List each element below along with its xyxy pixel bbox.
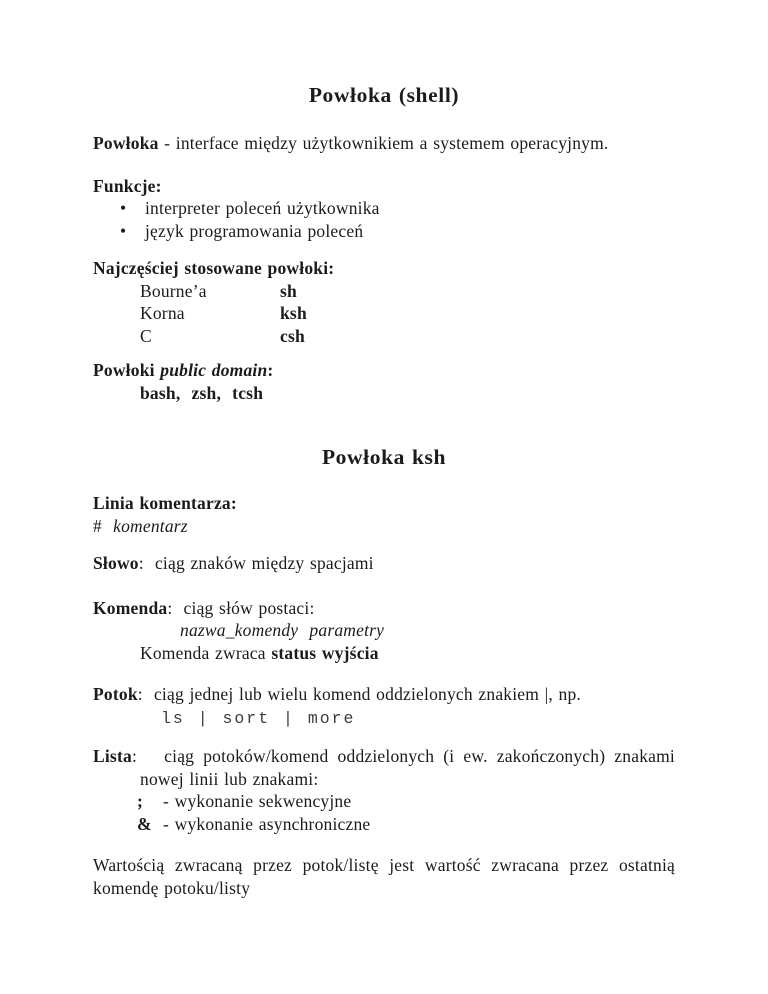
return-value-paragraph: Wartością zwracaną przez potok/listę jest wartość zwracana przez ostatnią komendę potoku/listy: [93, 855, 675, 898]
list-separator-row: [93, 813, 675, 836]
command-syntax: nazwa_komendy parametry: [180, 620, 385, 640]
pipe-definition-text: : ciąg jednej lub wielu komend oddzielonych znakiem |, np.: [137, 684, 581, 704]
bullet-icon: •: [120, 198, 127, 218]
pipe-definition: [93, 683, 675, 730]
functions-heading: Funkcje:: [93, 175, 162, 196]
term-potok: Potok: [93, 684, 138, 704]
public-domain-heading: [93, 359, 675, 382]
comment-example: komentarz: [113, 515, 188, 536]
public-domain-shells: bash, zsh, tcsh: [140, 382, 264, 403]
list-separator-row: [93, 790, 675, 813]
intro-term: Powłoka: [93, 133, 159, 153]
table-row: [93, 280, 675, 303]
heading-suffix: :: [267, 360, 274, 380]
command-definition-line: [93, 597, 675, 620]
command-returns-text: Komenda zwraca: [140, 642, 272, 663]
shell-command: ksh: [280, 303, 307, 323]
intro-paragraph: [93, 132, 675, 155]
list-item: [93, 220, 675, 243]
page-title: Powłoka (shell): [308, 83, 460, 107]
separator-description: - wykonanie asynchroniczne: [163, 813, 371, 834]
functions-list: [93, 197, 675, 242]
semicolon-symbol: ;: [137, 791, 144, 811]
separator-description: - wykonanie sekwencyjne: [163, 791, 352, 811]
shell-name: Korna: [140, 303, 185, 323]
shells-heading: Najczęściej stosowane powłoki:: [93, 258, 335, 278]
pipe-example-line: [93, 706, 675, 731]
pipe-definition-line: [93, 683, 675, 706]
list-item: [93, 197, 675, 220]
word-definition-text: : ciąg znaków między spacjami: [138, 553, 374, 573]
list-definition-text: : ciąg potoków/komend oddzielonych (i ew. zakończonych) znakami nowej linii lub znakami:: [131, 746, 681, 789]
bullet-icon: •: [120, 220, 127, 241]
term-lista: Lista: [93, 746, 132, 766]
term-slowo: Słowo: [93, 553, 139, 573]
pipe-example-code: ls | sort | more: [161, 708, 356, 728]
command-definition-text: : ciąg słów postaci:: [167, 597, 315, 618]
shells-table: [93, 280, 675, 348]
table-row: [93, 325, 675, 348]
heading-italic: public domain: [160, 360, 268, 380]
comment-heading: Linia komentarza:: [93, 493, 237, 513]
intro-text: - interface między użytkownikiem a systemem operacyjnym.: [158, 133, 609, 153]
ampersand-symbol: &: [137, 813, 152, 834]
heading-prefix: Powłoki: [93, 360, 161, 380]
term-komenda: Komenda: [93, 597, 168, 618]
list-definition-paragraph: [93, 745, 681, 790]
comment-example-line: [93, 515, 675, 538]
list-item-label: interpreter poleceń użytkownika: [145, 198, 380, 218]
term-status-wyjscia: status wyjścia: [271, 642, 379, 663]
hash-symbol: #: [93, 515, 102, 536]
list-definition: [93, 745, 681, 835]
shell-name: C: [140, 325, 152, 346]
command-definition: [93, 597, 675, 665]
shell-command: sh: [280, 280, 297, 301]
command-returns-line: [93, 642, 675, 665]
word-definition: [93, 552, 675, 575]
table-row: [93, 302, 675, 325]
shell-name: Bourne’a: [140, 280, 207, 301]
shell-command: csh: [280, 325, 305, 346]
list-item-label: język programowania poleceń: [145, 220, 364, 241]
section-title-ksh: Powłoka ksh: [321, 445, 447, 469]
